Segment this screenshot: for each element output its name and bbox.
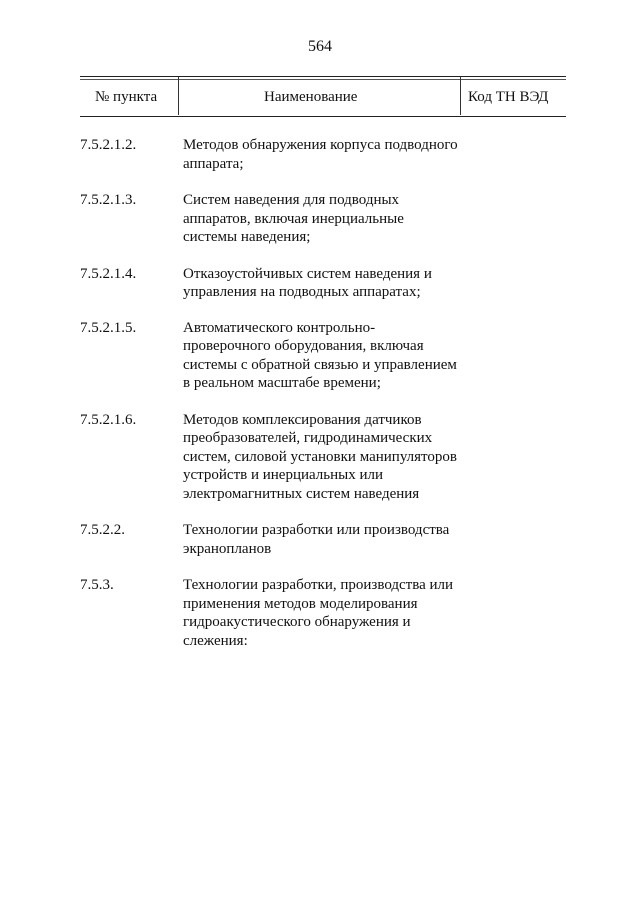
item-name: Методов обнаружения корпуса подводного аппарата; — [183, 137, 458, 172]
header-code: Код ТН ВЭД — [468, 89, 549, 105]
item-name: Технологии разработки или производства экранопланов — [183, 522, 450, 557]
table-row — [0, 191, 640, 247]
item-number: 7.5.2.1.3. — [80, 192, 137, 208]
column-divider-number — [178, 77, 179, 115]
table-body — [0, 136, 640, 650]
item-number: 7.5.2.1.5. — [80, 319, 137, 336]
item-name: Отказоустойчивых систем наведения и управления на подводных аппаратах; — [183, 265, 432, 300]
column-divider-code — [460, 77, 461, 115]
header-item-number: № пункта — [95, 89, 158, 105]
item-number: 7.5.2.2. — [80, 522, 125, 538]
table-header-top-rule — [80, 76, 566, 77]
table-row — [0, 576, 640, 650]
item-name: Технологии разработки, производства или применения методов моделирования гидроакустического обнаружения и слежения: — [183, 577, 454, 649]
table-row — [0, 265, 640, 302]
table-row — [0, 411, 640, 504]
table-row — [0, 319, 640, 393]
item-name: Автоматического контрольно-проверочного оборудования, включая системы с обратной связью и управлением в реальном масштабе времени; — [183, 319, 457, 391]
item-number: 7.5.2.1.6. — [80, 411, 137, 428]
item-name: Методов комплексирования датчиков преобразователей, гидродинамических систем, силовой установки манипуляторов устройств и инерциальных или электромагнитных систем наведения — [183, 411, 457, 502]
table-header-bottom-rule — [80, 116, 566, 117]
item-name: Систем наведения для подводных аппаратов, включая инерциальные системы наведения; — [183, 192, 404, 245]
item-number: 7.5.2.1.2. — [80, 137, 137, 153]
table-row — [0, 521, 640, 558]
item-number: 7.5.2.1.4. — [80, 265, 137, 282]
item-number: 7.5.3. — [80, 577, 114, 593]
page-number: 564 — [308, 38, 332, 55]
table-header-top-rule-inner — [80, 79, 566, 80]
header-name: Наименование — [264, 89, 358, 105]
table-row — [0, 136, 640, 173]
